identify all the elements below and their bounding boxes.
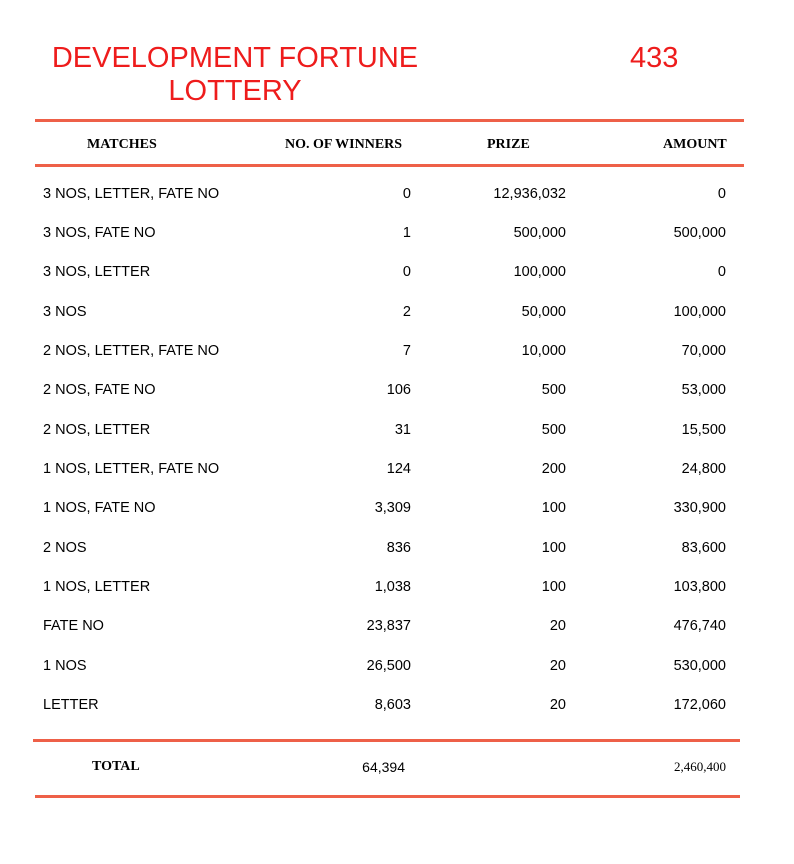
winners-cell: 124 [386, 461, 411, 477]
lottery-title-line2: LOTTERY [168, 75, 302, 107]
winners-cell: 7 [402, 343, 411, 359]
winners-cell: 23,837 [366, 618, 411, 634]
prize-cell: 12,936,032 [493, 186, 566, 202]
winners-cell: 0 [402, 264, 411, 280]
matches-cell: 3 NOS, FATE NO [43, 225, 156, 241]
amount-cell: 24,800 [681, 461, 726, 477]
prize-cell: 20 [549, 697, 566, 713]
winners-cell: 3,309 [374, 500, 411, 516]
matches-cell: FATE NO [43, 618, 104, 634]
prize-cell: 500,000 [513, 225, 566, 241]
column-header-amount: AMOUNT [663, 137, 727, 152]
winners-cell: 106 [386, 382, 411, 398]
matches-cell: 3 NOS, LETTER [43, 264, 151, 280]
matches-cell: 1 NOS, LETTER [43, 579, 151, 595]
table-row [0, 656, 794, 676]
winners-cell: 0 [402, 186, 411, 202]
matches-cell: 3 NOS [43, 304, 87, 320]
prize-cell: 500 [541, 422, 566, 438]
amount-cell: 15,500 [681, 422, 726, 438]
prize-cell: 100 [541, 540, 566, 556]
prize-cell: 100 [541, 579, 566, 595]
prize-cell: 10,000 [521, 343, 566, 359]
amount-cell: 476,740 [673, 618, 726, 634]
lottery-title [0, 42, 470, 108]
winners-cell: 2 [402, 304, 411, 320]
amount-cell: 0 [717, 264, 726, 280]
table-row [0, 341, 794, 361]
column-header-matches: MATCHES [87, 137, 157, 152]
column-header-winners: NO. OF WINNERS [285, 137, 403, 152]
winners-cell: 31 [394, 422, 411, 438]
total-amount: 2,460,400 [674, 759, 726, 774]
prize-cell: 500 [541, 382, 566, 398]
amount-cell: 530,000 [673, 658, 726, 674]
winners-cell: 1 [402, 225, 411, 241]
table-row [0, 184, 794, 204]
column-header-prize: PRIZE [487, 137, 530, 152]
total-label: TOTAL [92, 759, 140, 774]
header-top-rule [35, 119, 744, 122]
draw-number: 433 [630, 42, 679, 74]
amount-cell: 500,000 [673, 225, 726, 241]
amount-cell: 53,000 [681, 382, 726, 398]
winners-cell: 8,603 [374, 697, 411, 713]
winners-cell: 836 [386, 540, 411, 556]
header-bottom-rule [35, 164, 744, 167]
prize-cell: 100 [541, 500, 566, 516]
table-row [0, 498, 794, 518]
table-row [0, 302, 794, 322]
amount-cell: 103,800 [673, 579, 726, 595]
matches-cell: LETTER [43, 697, 99, 713]
total-top-rule [33, 739, 740, 742]
matches-cell: 3 NOS, LETTER, FATE NO [43, 186, 220, 202]
prize-cell: 100,000 [513, 264, 566, 280]
amount-cell: 70,000 [681, 343, 726, 359]
table-row [0, 420, 794, 440]
matches-cell: 2 NOS, LETTER [43, 422, 151, 438]
table-row [0, 459, 794, 479]
total-winners: 64,394 [362, 759, 405, 775]
table-row [0, 262, 794, 282]
total-bottom-rule [35, 795, 740, 798]
matches-cell: 1 NOS, LETTER, FATE NO [43, 461, 220, 477]
table-row [0, 695, 794, 715]
table-row [0, 380, 794, 400]
lottery-title-line1: DEVELOPMENT FORTUNE [51, 42, 419, 74]
amount-cell: 100,000 [673, 304, 726, 320]
prize-cell: 20 [549, 618, 566, 634]
winners-cell: 26,500 [366, 658, 411, 674]
matches-cell: 1 NOS, FATE NO [43, 500, 156, 516]
amount-cell: 83,600 [681, 540, 726, 556]
matches-cell: 1 NOS [43, 658, 87, 674]
table-row [0, 577, 794, 597]
prize-cell: 200 [541, 461, 566, 477]
winners-cell: 1,038 [374, 579, 411, 595]
matches-cell: 2 NOS, FATE NO [43, 382, 156, 398]
prize-cell: 50,000 [521, 304, 566, 320]
table-row [0, 616, 794, 636]
amount-cell: 0 [717, 186, 726, 202]
matches-cell: 2 NOS, LETTER, FATE NO [43, 343, 220, 359]
prize-cell: 20 [549, 658, 566, 674]
amount-cell: 330,900 [673, 500, 726, 516]
amount-cell: 172,060 [673, 697, 726, 713]
table-row [0, 223, 794, 243]
matches-cell: 2 NOS [43, 540, 87, 556]
table-row [0, 538, 794, 558]
